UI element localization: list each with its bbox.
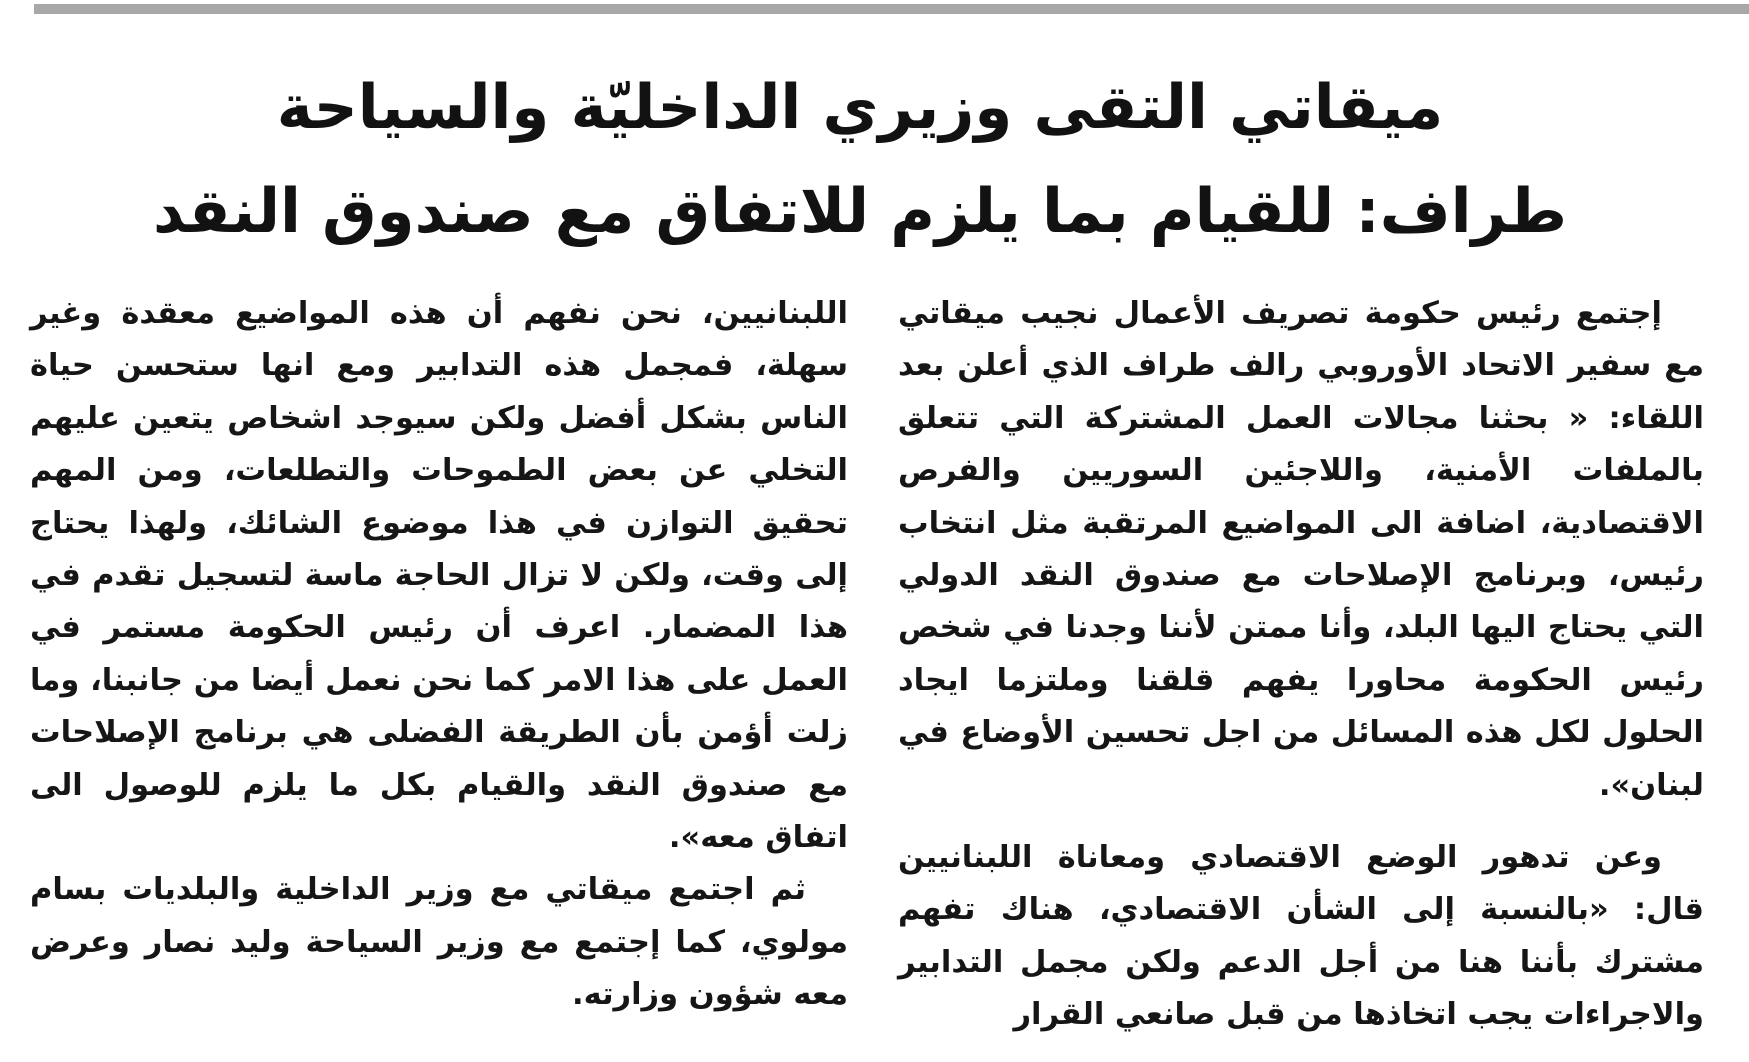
article-paragraph: ثم اجتمع ميقاتي مع وزير الداخلية والبلديات بسام مولوي، كما إجتمع مع وزير السياحة وليد نصار وعرض معه شؤون وزارته.	[30, 872, 848, 1013]
article-column-left	[30, 288, 848, 1022]
article-paragraph: إجتمع رئيس حكومة تصريف الأعمال نجيب ميقاتي مع سفير الاتحاد الأوروبي رالف طراف الذي أعلن بعد اللقاء: « بحثنا مجالات العمل المشتركة التي تتعلق بالملفات الأمنية، واللاجئين السوريين والفرص الاقتصادية، اضافة الى المواضيع المرتقبة مثل انتخاب رئيس، وبرنامج الإصلاحات مع صندوق النقد الدولي التي يحتاج اليها البلد، وأنا ممتن لأننا وجدنا في شخص رئيس الحكومة محاورا يفهم قلقنا وملتزما ايجاد الحلول لكل هذه المسائل من اجل تحسين الأوضاع في لبنان».	[898, 296, 1704, 803]
article-paragraph: وعن تدهور الوضع الاقتصادي ومعاناة اللبنانيين قال: «بالنسبة إلى الشأن الاقتصادي، هناك تفهم مشترك بأننا هنا من أجل الدعم ولكن مجمل التدابير والاجراءات يجب اتخاذها من قبل صانعي القرار	[898, 840, 1704, 1033]
article-paragraph: اللبنانيين، نحن نفهم أن هذه المواضيع معقدة وغير سهلة، فمجمل هذه التدابير ومع انها ستحسن حياة الناس بشكل أفضل ولكن سيوجد اشخاص يتعين عليهم التخلي عن بعض الطموحات والتطلعات، ومن المهم تحقيق التوازن في هذا موضوع الشائك، ولهذا يحتاج إلى وقت، ولكن لا تزال الحاجة ماسة لتسجيل تقدم في هذا المضمار. اعرف أن رئيس الحكومة مستمر في العمل على هذا الامر كما نحن نعمل أيضا من جانبنا، وما زلت أؤمن بأن الطريقة الفضلى هي برنامج الإصلاحات مع صندوق النقد والقيام بكل ما يلزم للوصول الى اتفاق معه».	[30, 296, 848, 856]
article-headline	[120, 56, 1600, 264]
top-divider-rule	[34, 4, 1749, 14]
article-column-right	[898, 288, 1704, 1042]
headline-line-1: ميقاتي التقى وزيري الداخليّة والسياحة	[276, 72, 1444, 143]
headline-line-2: طراف: للقيام بما يلزم للاتفاق مع صندوق النقد	[153, 176, 1567, 247]
